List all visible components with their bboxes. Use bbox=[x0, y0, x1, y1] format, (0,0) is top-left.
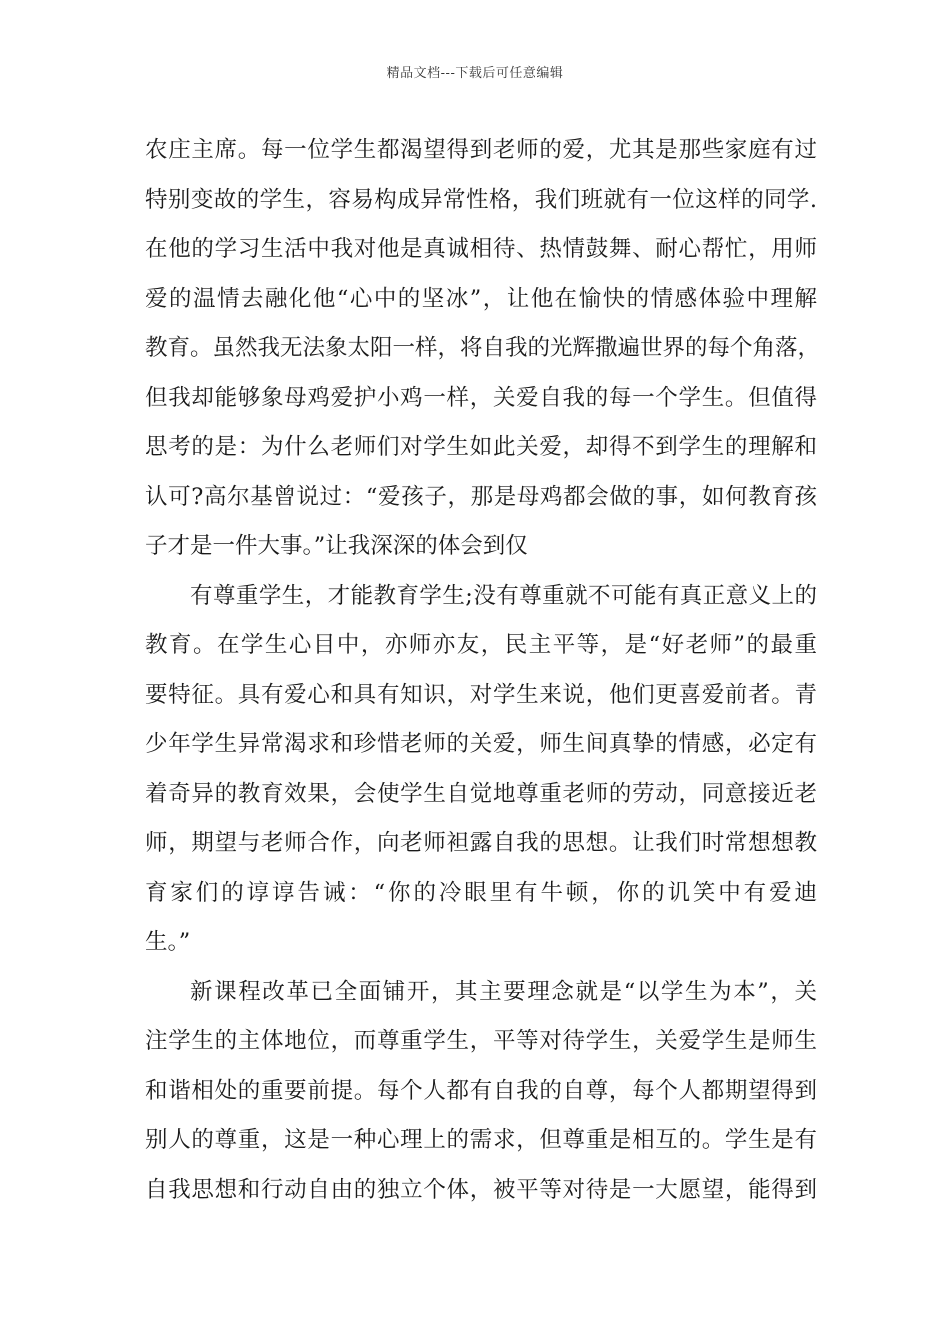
text-line: 新课程改革已全面铺开，其主要理念就是“以学生为本”，关 bbox=[190, 978, 817, 1005]
text-line: 教育。虽然我无法象太阳一样，将自我的光辉撒遍世界的每个角落， bbox=[145, 335, 821, 361]
paragraph-1 bbox=[145, 126, 821, 572]
text-line: 但我却能够象母鸡爱护小鸡一样，关爱自我的每一个学生。但值得 bbox=[145, 384, 817, 411]
paragraph-2 bbox=[145, 572, 817, 968]
document-body bbox=[145, 126, 821, 1215]
text-line: 特别变故的学生，容易构成异常性格，我们班就有一位这样的同学. bbox=[145, 186, 817, 213]
page-header: 精品文档---下载后可任意编辑 bbox=[386, 66, 564, 81]
text-line: 着奇异的教育效果，会使学生自觉地尊重老师的劳动，同意接近老 bbox=[145, 780, 817, 807]
text-line: 和谐相处的重要前提。每个人都有自我的自尊，每个人都期望得到 bbox=[145, 1077, 817, 1104]
text-line: 爱的温情去融化他“心中的坚冰”，让他在愉快的情感体验中理解 bbox=[145, 285, 817, 312]
text-line: 子才是一件大事。”让我深深的体会到仅 bbox=[145, 533, 528, 559]
text-line: 在他的学习生活中我对他是真诚相待、热情鼓舞、耐心帮忙，用师 bbox=[145, 236, 817, 262]
text-line: 有尊重学生，才能教育学生;没有尊重就不可能有真正意义上的 bbox=[190, 582, 817, 609]
text-line: 农庄主席。每一位学生都渴望得到老师的爱，尤其是那些家庭有过 bbox=[145, 137, 817, 163]
text-line: 师，期望与老师合作，向老师袒露自我的思想。让我们时常想想教 bbox=[145, 830, 817, 856]
text-line: 思考的是：为什么老师们对学生如此关爱，却得不到学生的理解和 bbox=[145, 434, 817, 460]
text-line: 育家们的谆谆告诫：“你的冷眼里有牛顿，你的讥笑中有爱迪 bbox=[145, 879, 817, 906]
text-line: 别人的尊重，这是一种心理上的需求，但尊重是相互的。学生是有 bbox=[145, 1127, 817, 1153]
text-line: 自我思想和行动自由的独立个体，被平等对待是一大愿望，能得到 bbox=[145, 1176, 817, 1203]
text-line: 少年学生异常渴求和珍惜老师的关爱，师生间真挚的情感，必定有 bbox=[145, 731, 817, 757]
text-line: 注学生的主体地位，而尊重学生，平等对待学生，关爱学生是师生 bbox=[145, 1028, 817, 1054]
text-line: 认可?高尔基曾说过：“爱孩子，那是母鸡都会做的事，如何教育孩 bbox=[145, 483, 817, 510]
paragraph-3 bbox=[145, 968, 817, 1216]
text-line: 要特征。具有爱心和具有知识，对学生来说，他们更喜爱前者。青 bbox=[145, 681, 817, 708]
text-line: 生。” bbox=[145, 929, 191, 955]
text-line: 教育。在学生心目中，亦师亦友，民主平等，是“好老师”的最重 bbox=[145, 632, 817, 658]
